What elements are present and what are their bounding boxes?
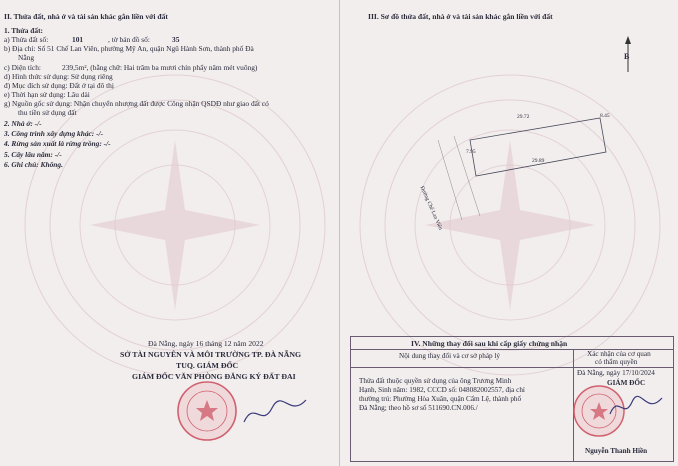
dimension-right: 8.45 [600, 113, 610, 119]
section-heading-3: III. Sơ đồ thửa đất, nhà ở và tài sản khác gắn liền với đất [368, 12, 553, 21]
map-number: 35 [172, 35, 180, 44]
dimension-left: 7.95 [466, 149, 476, 155]
construction-item: 3. Công trình xây dựng khác: -/- [4, 129, 104, 138]
column-header-confirm-2: có thẩm quyền [595, 358, 638, 366]
signature-left [240, 392, 310, 432]
column-header-content: Nội dung thay đổi và cơ sở pháp lý [399, 352, 501, 360]
section-parcel: 1. Thửa đất: [4, 26, 44, 35]
use-form: d) Hình thức sử dụng: Sử dụng riêng [4, 72, 113, 81]
change-line-3: thường trú: Phường Hòa Xuân, quận Cẩm Lệ, thành phố [359, 395, 522, 403]
change-line-2: Hạnh, Sinh năm: 1982, CCCD số: 048082002557, địa chỉ [359, 386, 525, 394]
map-label: , tờ bản đồ số: [108, 35, 150, 44]
address-line-1: b) Địa chỉ: Số 51 Chế Lan Viên, phường Mỹ An, quận Ngũ Hành Sơn, thành phố Đà [4, 44, 254, 53]
issue-date: Đà Nẵng, ngày 16 tháng 12 năm 2022 [148, 339, 264, 348]
trees-item: 5. Cây lâu năm: -/- [4, 150, 62, 159]
area-label: c) Diện tích: [4, 63, 41, 72]
use-purpose: đ) Mục đích sử dụng: Đất ở tại đô thị [4, 81, 114, 90]
authority-name: SỞ TÀI NGUYÊN VÀ MÔI TRƯỜNG TP. ĐÀ NẴNG [120, 350, 302, 359]
confirm-date: Đà Nẵng, ngày 17/10/2024 [577, 369, 655, 377]
authority-director: GIÁM ĐỐC VĂN PHÒNG ĐĂNG KÝ ĐẤT ĐAI [132, 372, 296, 381]
changes-table-title: IV. Những thay đổi sau khi cấp giấy chứng nhận [411, 339, 568, 348]
address-line-2: Nẵng [18, 53, 35, 62]
origin-line-1: g) Nguồn gốc sử dụng: Nhận chuyển nhượng đất được Công nhận QSDĐ như giao đất có [4, 99, 269, 108]
official-seal-left [176, 380, 238, 442]
confirm-title: GIÁM ĐỐC [607, 379, 646, 387]
forest-item: 4. Rừng sản xuất là rừng trồng: -/- [4, 139, 111, 148]
section-heading-2: II. Thửa đất, nhà ở và tài sản khác gắn liền với đất [4, 12, 168, 21]
house-item: 2. Nhà ở: -/- [4, 119, 42, 128]
table-divider [351, 367, 673, 368]
parcel-number: 101 [72, 35, 84, 44]
area-value: 239,5m², (bằng chữ: Hai trăm ba mươi chín phẩy năm mét vuông) [62, 63, 258, 72]
change-line-1: Thửa đất thuộc quyền sử dụng của ông Trương Minh [359, 377, 512, 385]
parcel-label: a) Thửa đất số: [4, 35, 49, 44]
signature-right [606, 388, 666, 424]
column-header-confirm-1: Xác nhận của cơ quan [587, 350, 651, 358]
change-line-4: Đà Nẵng; theo hồ sơ số 511690.CN.006./ [359, 404, 478, 412]
note-item: 6. Ghi chú: Không. [4, 160, 63, 169]
signer-name: Nguyễn Thanh Hiền [585, 447, 648, 455]
origin-line-2: thu tiền sử dụng đất [18, 108, 77, 117]
north-label: B [624, 52, 630, 61]
street-label: Đường Chế Lan Viên [418, 185, 444, 231]
authority-delegation: TUQ. GIÁM ĐỐC [176, 361, 239, 370]
dimension-bottom: 29.89 [532, 158, 545, 164]
dimension-top: 29.72 [517, 114, 530, 120]
use-term: e) Thời hạn sử dụng: Lâu dài [4, 90, 90, 99]
